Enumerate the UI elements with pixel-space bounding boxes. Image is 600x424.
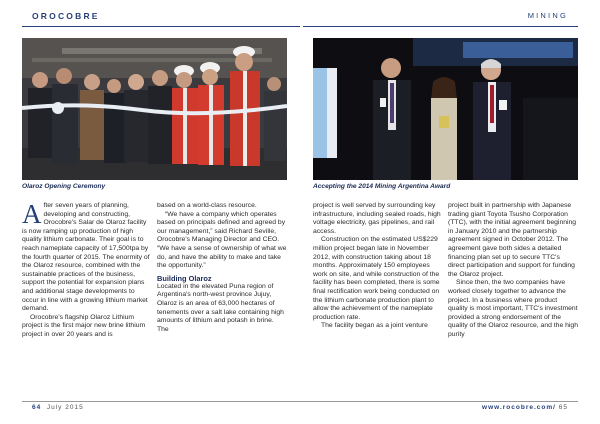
article-column-1 — [22, 199, 152, 340]
intro-paragraph: After seven years of planning, developing and constructing, Orocobre's Salar de Olaroz facility is now ramping up production of high quality lithium carbonate. Their goal is to reach nameplate capacity of 17,500tpa by the fourth quarter of 2015. The enormity of the Olaroz resource, combined with the sustainable practices of the business, support the potential for expansion plans and additional stage developments to occur in line with a growing lithium market demand. — [22, 199, 150, 313]
drop-cap: A — [22, 199, 42, 229]
article-paragraph: The facility began as a joint venture — [321, 322, 428, 330]
footer-right — [482, 404, 568, 411]
article-paragraph: Since then, the two companies have worked closely together to advance the project. In a business where product quality is most important, TTC's investment provided a strong endorsement of the quality of the Olaroz resource, and the high purity — [448, 279, 578, 338]
ceremony-caption: Olaroz Opening Ceremony — [22, 183, 106, 190]
section-label: MINING — [527, 11, 568, 20]
award-photo — [313, 38, 578, 180]
article-paragraph: based on a world-class resource. — [157, 202, 257, 209]
article-paragraph: “We have a company which operates based on principals defined and agreed by our management,” said Richard Seville, Orocobre's Managing Director and CEO. “We have a sense of ownership of what we do, and have the ability to make and take the opportunity.” — [157, 210, 287, 270]
header-rule-right — [303, 26, 578, 27]
ceremony-photo — [22, 38, 287, 180]
article-paragraph: project is well served by surrounding key infrastructure, including sealed roads, high voltage electricity, gas pipelines, and rail access. — [313, 202, 441, 235]
article-paragraph: Construction on the estimated US$229 million project began late in November 2012, with construction taking about 18 months. Approximately 150 employees work on site, and while construction of the facility has been completed, there is some final rectification work being conducted on the lithium carbonate production plant to allow the achievement of the nameplate production rate. — [313, 236, 440, 321]
page-number-right: 65 — [558, 404, 568, 411]
footer-left — [32, 404, 84, 411]
brand-name: OROCOBRE — [32, 11, 100, 21]
footer-rule — [22, 401, 578, 402]
section-heading: Building Olaroz — [157, 273, 212, 283]
page-header — [0, 0, 600, 26]
website-url[interactable]: www.rocobre.com/ — [482, 404, 556, 411]
article-column-3 — [313, 202, 443, 331]
award-caption: Accepting the 2014 Mining Argentina Award — [313, 183, 451, 190]
article-column-4 — [448, 202, 578, 340]
article-column-2 — [157, 202, 287, 334]
issue-date: July 2015 — [46, 404, 84, 411]
page-number-left: 64 — [32, 404, 42, 411]
article-paragraph: Orocobre's flagship Olaroz Lithium project is the first major new brine lithium project in over 20 years and is — [22, 313, 146, 338]
article-paragraph: project built in partnership with Japanese trading giant Toyota Tsusho Corporation (TTC), with the initial agreement beginning in January 2010 and the partnership agreement signed in October 2012. The agreement gave both sides a detailed financing plan set up to secure TTC's direct participation and support for funding the Olaroz project. — [448, 202, 577, 278]
header-rule-left — [22, 26, 300, 27]
article-paragraph: Located in the elevated Puna region of Argentina's north-west province Jujuy, Olaroz is an area of 63,000 hectares of tenements over a salt lake containing high amounts of lithium and potash in brine. The — [157, 282, 284, 333]
